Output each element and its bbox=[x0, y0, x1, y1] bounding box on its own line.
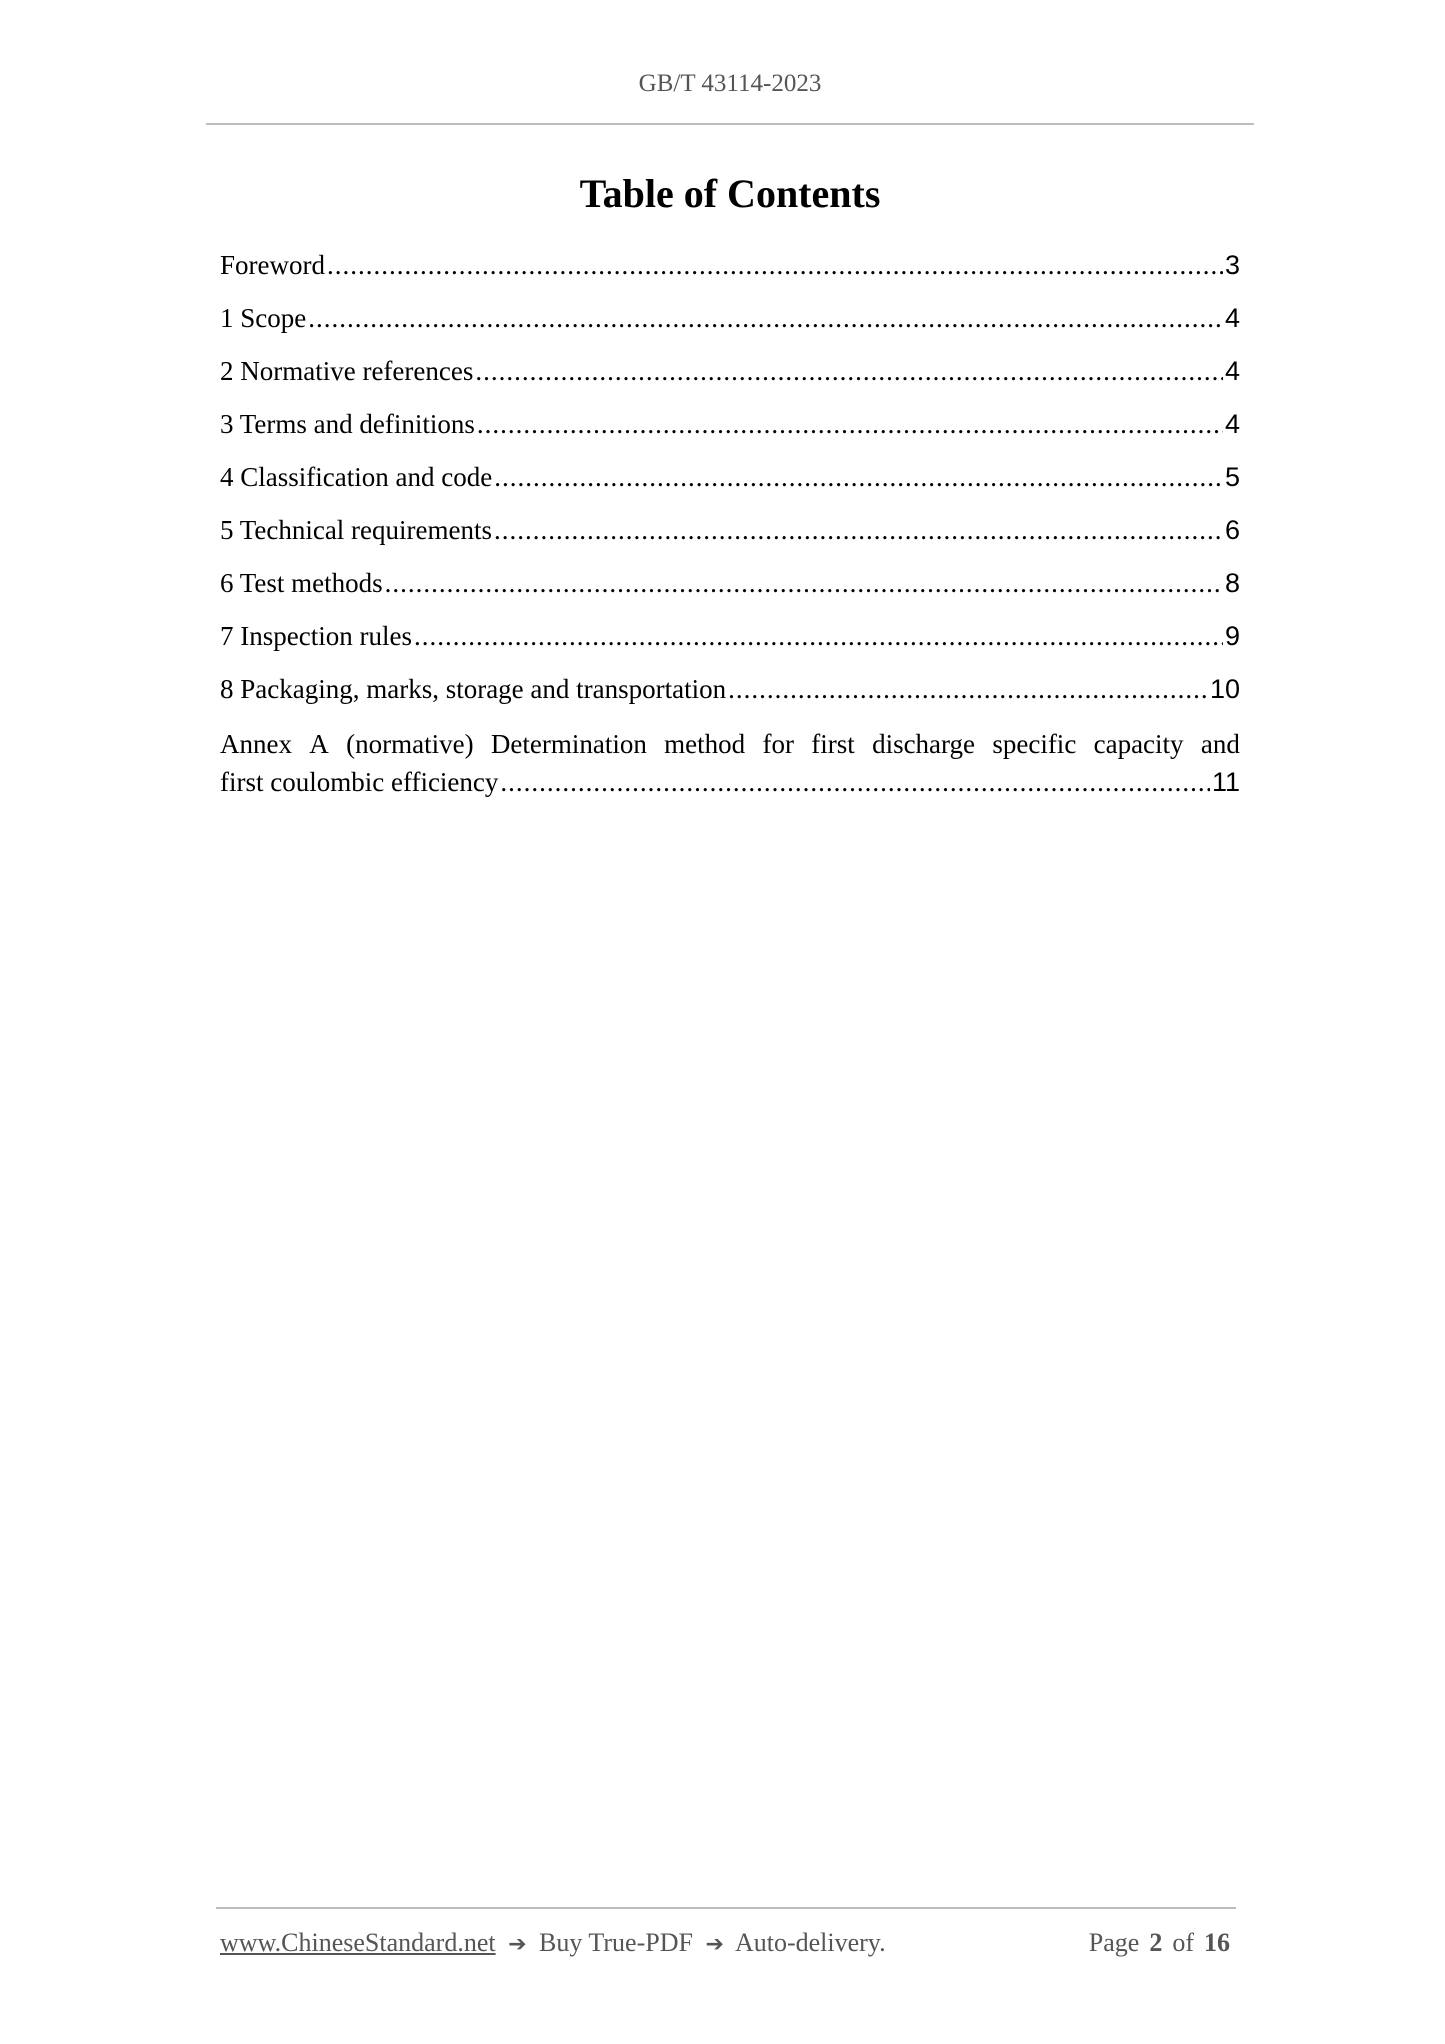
toc-entry-page: 8 bbox=[1224, 568, 1240, 598]
annex-title-word: for bbox=[762, 729, 794, 759]
of-word: of bbox=[1172, 1928, 1194, 1957]
toc-entry-test-methods[interactable] bbox=[220, 566, 1240, 619]
toc-entry-page: 5 bbox=[1224, 462, 1240, 492]
toc-title: Table of Contents bbox=[579, 171, 881, 216]
toc-leader-dots bbox=[728, 672, 1208, 706]
table-of-contents bbox=[220, 248, 1240, 801]
footer-promo bbox=[220, 1928, 886, 1958]
toc-leader-dots bbox=[308, 301, 1223, 335]
total-page-number: 16 bbox=[1204, 1928, 1230, 1957]
current-page-number: 2 bbox=[1149, 1928, 1163, 1957]
document-id-header: GB/T 43114-2023 bbox=[638, 70, 822, 97]
annex-title-word: specific bbox=[992, 729, 1077, 759]
toc-entry-page: 4 bbox=[1224, 356, 1240, 386]
toc-leader-dots bbox=[500, 763, 1210, 801]
toc-leader-dots bbox=[475, 354, 1223, 388]
toc-entry-page: 4 bbox=[1224, 409, 1240, 439]
annex-title-word: Annex bbox=[220, 729, 292, 759]
toc-leader-dots bbox=[494, 460, 1223, 494]
toc-entry-label-line2: first coulombic efficiency bbox=[220, 767, 499, 797]
toc-entry-label: 5 Technical requirements bbox=[220, 515, 493, 545]
toc-entry-classification-and-code[interactable] bbox=[220, 460, 1240, 513]
toc-entry-technical-requirements[interactable] bbox=[220, 513, 1240, 566]
toc-entry-label-line1 bbox=[220, 725, 1240, 763]
toc-entry-annex-a[interactable] bbox=[220, 725, 1240, 801]
header-divider bbox=[206, 123, 1254, 125]
toc-leader-dots bbox=[327, 248, 1223, 282]
annex-title-word: discharge bbox=[872, 729, 976, 759]
toc-entry-label: 4 Classification and code bbox=[220, 462, 493, 492]
annex-title-word: and bbox=[1200, 729, 1240, 759]
toc-leader-dots bbox=[494, 513, 1223, 547]
toc-entry-foreword[interactable] bbox=[220, 248, 1240, 301]
toc-entry-normative-references[interactable] bbox=[220, 354, 1240, 407]
toc-entry-page: 11 bbox=[1211, 767, 1240, 797]
toc-entry-label: 8 Packaging, marks, storage and transportation bbox=[220, 674, 727, 704]
toc-entry-terms-and-definitions[interactable] bbox=[220, 407, 1240, 460]
toc-leader-dots bbox=[414, 619, 1223, 653]
footer-divider bbox=[216, 1907, 1236, 1909]
annex-title-word: method bbox=[664, 729, 746, 759]
website-link[interactable]: www.ChineseStandard.net bbox=[220, 1928, 496, 1957]
annex-title-word: first bbox=[811, 729, 855, 759]
toc-entry-label: Foreword bbox=[220, 250, 325, 280]
toc-entry-page: 3 bbox=[1224, 250, 1240, 280]
toc-entry-label: 1 Scope bbox=[220, 303, 307, 333]
toc-entry-page: 4 bbox=[1224, 303, 1240, 333]
toc-entry-label: 7 Inspection rules bbox=[220, 621, 412, 651]
annex-title-word: capacity bbox=[1093, 729, 1184, 759]
toc-entry-label: 2 Normative references bbox=[220, 356, 474, 386]
toc-entry-packaging[interactable] bbox=[220, 672, 1240, 725]
toc-leader-dots bbox=[477, 407, 1223, 441]
page-word: Page bbox=[1088, 1928, 1140, 1957]
annex-title-word: A bbox=[309, 729, 329, 759]
toc-entry-page: 6 bbox=[1224, 515, 1240, 545]
page-indicator bbox=[1089, 1928, 1230, 1958]
footer-step-buy: Buy True-PDF bbox=[539, 1928, 693, 1957]
page-footer bbox=[220, 1928, 1230, 1958]
annex-title-word: Determination bbox=[490, 729, 647, 759]
arrow-right-icon: ➔ bbox=[705, 1932, 724, 1957]
arrow-right-icon: ➔ bbox=[508, 1932, 527, 1957]
toc-leader-dots bbox=[385, 566, 1223, 600]
toc-entry-label: 3 Terms and definitions bbox=[220, 409, 475, 439]
annex-title-word: (normative) bbox=[346, 729, 474, 759]
toc-entry-inspection-rules[interactable] bbox=[220, 619, 1240, 672]
toc-entry-scope[interactable] bbox=[220, 301, 1240, 354]
toc-entry-label: 6 Test methods bbox=[220, 568, 383, 598]
toc-entry-page: 10 bbox=[1209, 674, 1240, 704]
toc-entry-page: 9 bbox=[1224, 621, 1240, 651]
footer-step-delivery: Auto-delivery. bbox=[734, 1928, 886, 1957]
